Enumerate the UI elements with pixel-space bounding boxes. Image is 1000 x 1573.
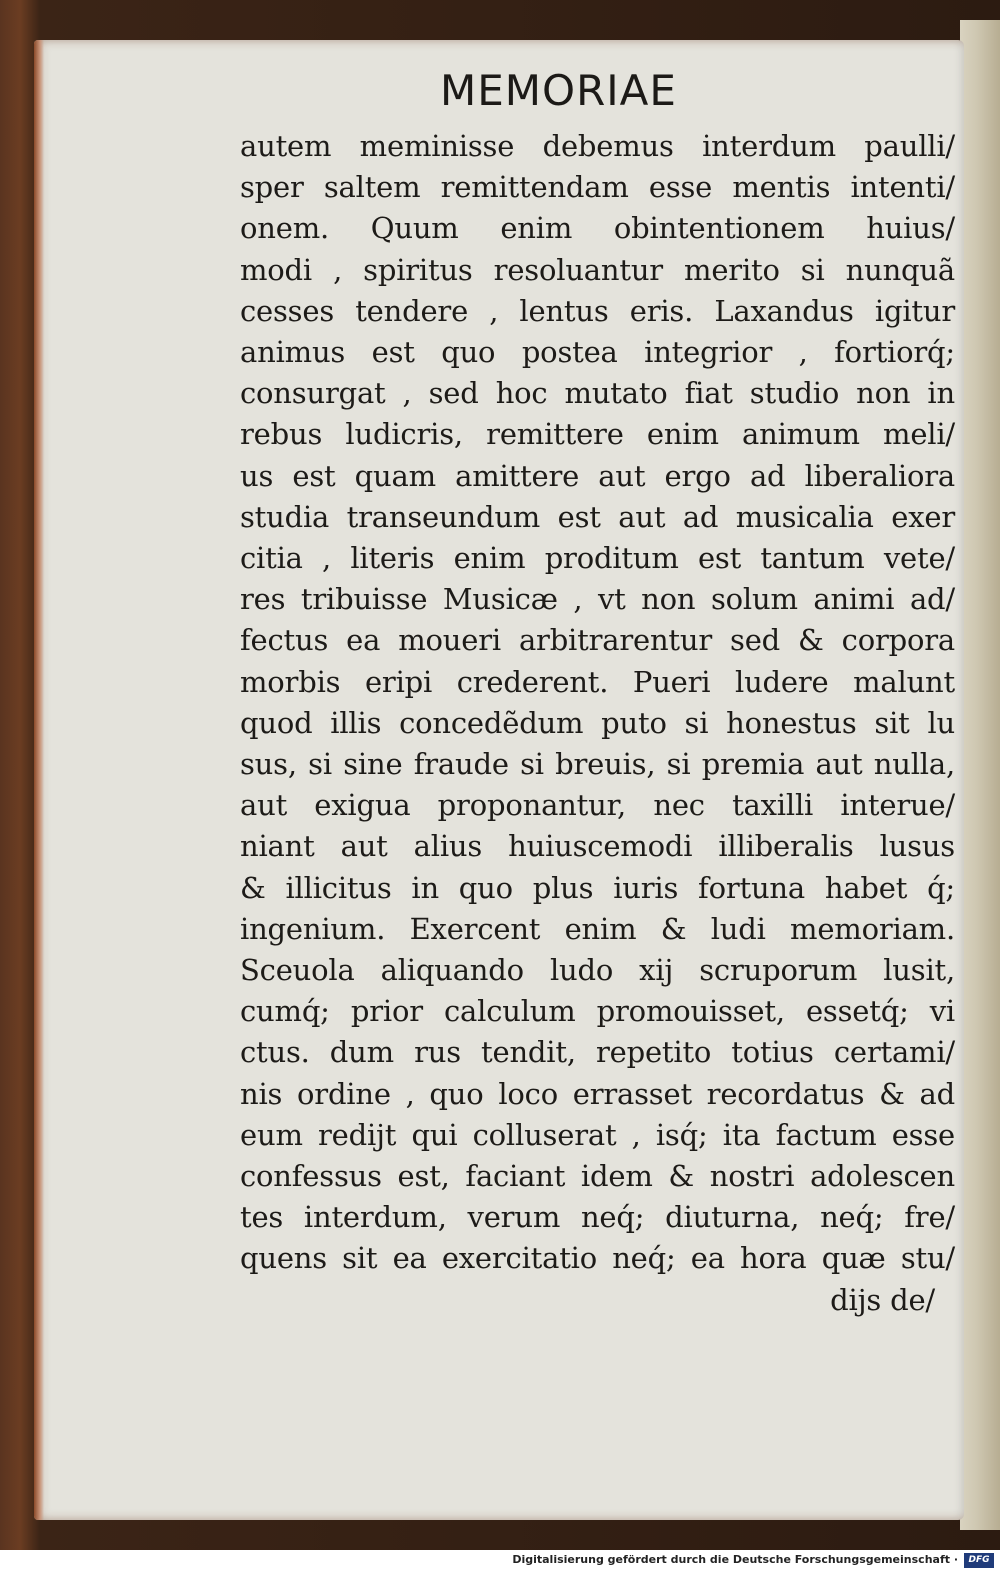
text-line: eum redijt qui colluserat , isq́; ita factum esse (240, 1117, 955, 1152)
page-gutter-shadow (34, 40, 44, 1520)
text-line: modi , spiritus resoluantur merito si nunquã (240, 252, 955, 287)
book-cover-edge (960, 20, 1000, 1530)
text-line: studia transeundum est aut ad musicalia exer (240, 499, 955, 534)
text-line: quens sit ea exercitatio neq́; ea hora quæ stu/ (240, 1241, 955, 1276)
text-line: ctus. dum rus tendit, repetito totius certami/ (240, 1035, 955, 1070)
text-line: citia , literis enim proditum est tantum vete/ (240, 541, 955, 576)
text-line: tes interdum, verum neq́; diuturna, neq́; fre/ (240, 1200, 955, 1235)
body-text (240, 126, 960, 1321)
text-line: sus, si sine fraude si breuis, si premia aut nulla, (240, 747, 955, 782)
text-line: morbis eripi crederent. Pueri ludere malunt (240, 664, 955, 699)
text-line: quod illis concedẽdum puto si honestus sit lu (240, 705, 955, 740)
text-line: & illicitus in quo plus iuris fortuna habet q́; (240, 870, 955, 905)
text-line: fectus ea moueri arbitrarentur sed & corpora (240, 623, 955, 658)
catchword: dijs de/ (830, 1282, 935, 1317)
text-line: niant aut alius huiuscemodi illiberalis lusus (240, 829, 955, 864)
running-head: MEMORIAE (440, 66, 677, 115)
text-line: us est quam amittere aut ergo ad liberaliora (240, 458, 955, 493)
text-line: consurgat , sed hoc mutato fiat studio non in (240, 376, 955, 411)
text-line: cumq́; prior calculum promouisset, essetq́; vi (240, 994, 955, 1029)
digitization-credit: Digitalisierung gefördert durch die Deutsche Forschungsgemeinschaft · (512, 1553, 958, 1566)
text-line: sper saltem remittendam esse mentis intenti/ (240, 170, 955, 205)
text-line: onem. Quum enim obintentionem huius/ (240, 211, 955, 246)
text-line: aut exigua proponantur, nec taxilli interue/ (240, 788, 955, 823)
text-line: Sceuola aliquando ludo xij scruporum lusit, (240, 953, 955, 988)
text-line: confessus est, faciant idem & nostri adolescen (240, 1159, 955, 1194)
text-line: res tribuisse Musicæ , vt non solum animi ad/ (240, 582, 955, 617)
text-line: cesses tendere , lentus eris. Laxandus igitur (240, 293, 955, 328)
text-line: rebus ludicris, remittere enim animum meli/ (240, 417, 955, 452)
dfg-logo: DFG (964, 1553, 994, 1568)
text-line: autem meminisse debemus interdum paulli/ (240, 129, 955, 163)
text-line: animus est quo postea integrior , fortiorq́; (240, 335, 955, 370)
text-line: ingenium. Exercent enim & ludi memoriam. (240, 911, 955, 946)
text-line: nis ordine , quo loco errasset recordatus & ad (240, 1076, 955, 1111)
